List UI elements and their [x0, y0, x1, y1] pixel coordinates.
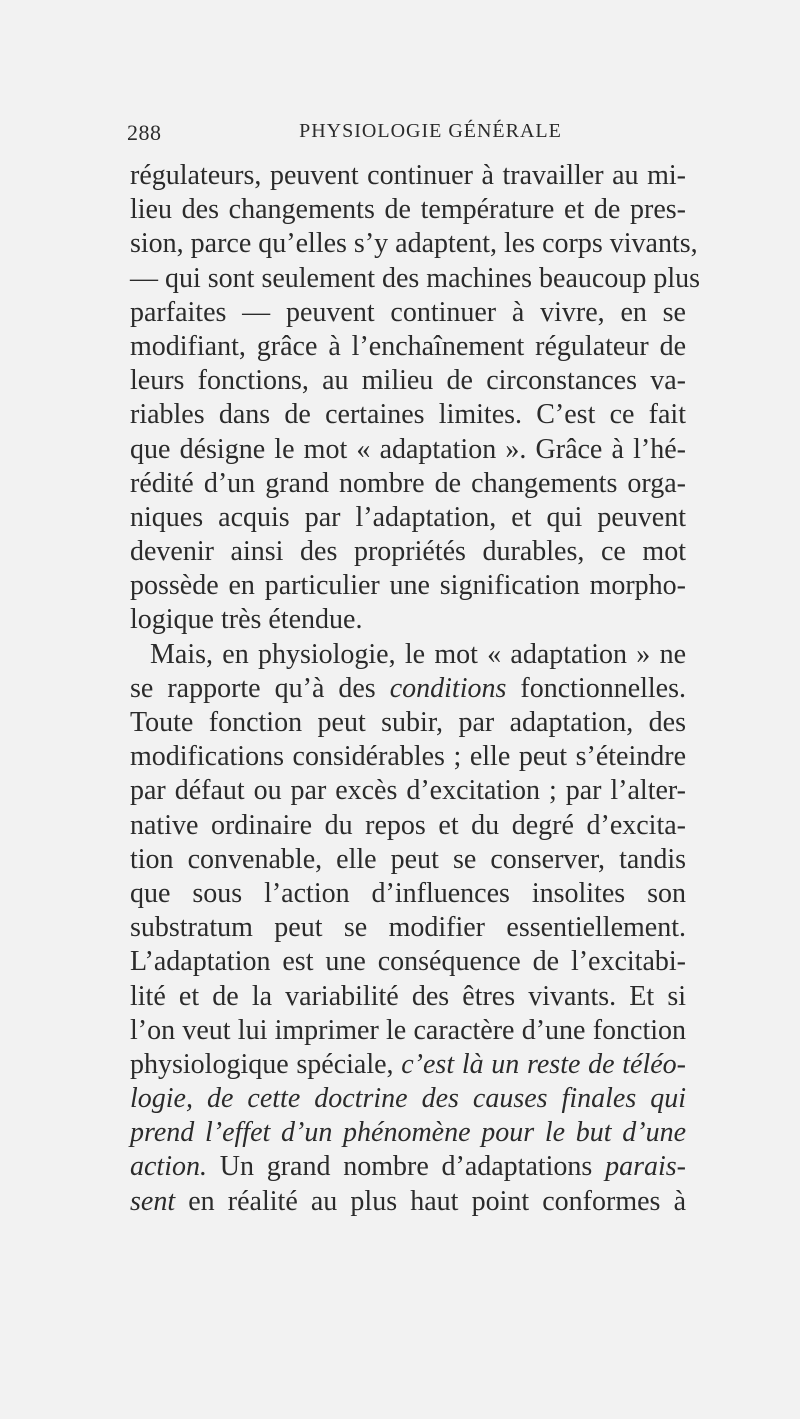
- page-number: 288: [127, 120, 162, 145]
- text-line: riables dans de certaines limites. C’est ce fait: [130, 399, 686, 431]
- text-line: lieu des changements de température et de pres-: [130, 194, 686, 226]
- text-line: que sous l’action d’influences insolites son: [130, 877, 686, 909]
- text-line: par défaut ou par excès d’excitation ; par l’alter-: [130, 775, 686, 807]
- text-line: niques acquis par l’adaptation, et qui peuvent: [130, 501, 686, 533]
- paragraph-first-line: Mais, en physiologie, le mot « adaptation » ne: [150, 638, 686, 670]
- italic-text: sent: [130, 1185, 176, 1217]
- text-line: que désigne le mot « adaptation ». Grâce à l’hé-: [130, 433, 686, 465]
- text-line: devenir ainsi des propriétés durables, ce mot: [130, 536, 686, 568]
- text-line: rédité d’un grand nombre de changements orga-: [130, 467, 686, 499]
- text-line: [130, 1116, 686, 1150]
- running-head: PHYSIOLOGIE GÉNÉRALE: [299, 120, 562, 142]
- italic-text: logie, de cette doctrine des causes finales qui: [130, 1083, 686, 1115]
- text-line: modifications considérables ; elle peut s’éteindre: [130, 741, 686, 773]
- italic-text: action.: [130, 1151, 207, 1183]
- text-line: possède en particulier une signification morpho-: [130, 570, 686, 602]
- page-header: [127, 120, 682, 150]
- text-line: régulateurs, peuvent continuer à travailler au mi-: [130, 160, 686, 191]
- body-text: [130, 159, 700, 1219]
- text-line: [130, 1082, 686, 1116]
- text-line: modifiant, grâce à l’enchaînement régulateur de: [130, 330, 686, 362]
- italic-text: c’est là un reste de téléo-: [401, 1048, 686, 1080]
- text-line: tion convenable, elle peut se conserver, tandis: [130, 843, 686, 875]
- text-line: sent en réalité au plus haut point conformes à: [130, 1185, 686, 1217]
- text-line: substratum peut se modifier essentiellement.: [130, 912, 686, 944]
- italic-text: parais-: [605, 1151, 686, 1183]
- text-line: leurs fonctions, au milieu de circonstances va-: [130, 365, 686, 397]
- text-line: se rapporte qu’à des conditions fonctionnelles.: [130, 672, 686, 704]
- text-line: Toute fonction peut subir, par adaptation, des: [130, 707, 686, 738]
- text-line: action. Un grand nombre d’adaptations parais-: [130, 1151, 686, 1183]
- italic-text: conditions: [389, 672, 507, 704]
- paragraph-last-line: logique très étendue.: [130, 604, 363, 636]
- text-line: native ordinaire du repos et du degré d’excita-: [130, 809, 686, 841]
- text-line: l’on veut lui imprimer le caractère d’une fonction: [130, 1014, 686, 1046]
- text-line: parfaites — peuvent continuer à vivre, en se: [130, 296, 686, 328]
- text-line: physiologique spéciale, c’est là un reste de téléo-: [130, 1048, 686, 1080]
- italic-text: prend l’effet d’un phénomène pour le but d’une: [130, 1117, 686, 1149]
- text-line: sion, parce qu’elles s’y adaptent, les corps vivants,: [130, 228, 698, 260]
- text-line: lité et de la variabilité des êtres vivants. Et si: [130, 980, 686, 1012]
- text-line: — qui sont seulement des machines beaucoup plus: [130, 262, 700, 294]
- text-line: L’adaptation est une conséquence de l’excitabi-: [130, 946, 686, 978]
